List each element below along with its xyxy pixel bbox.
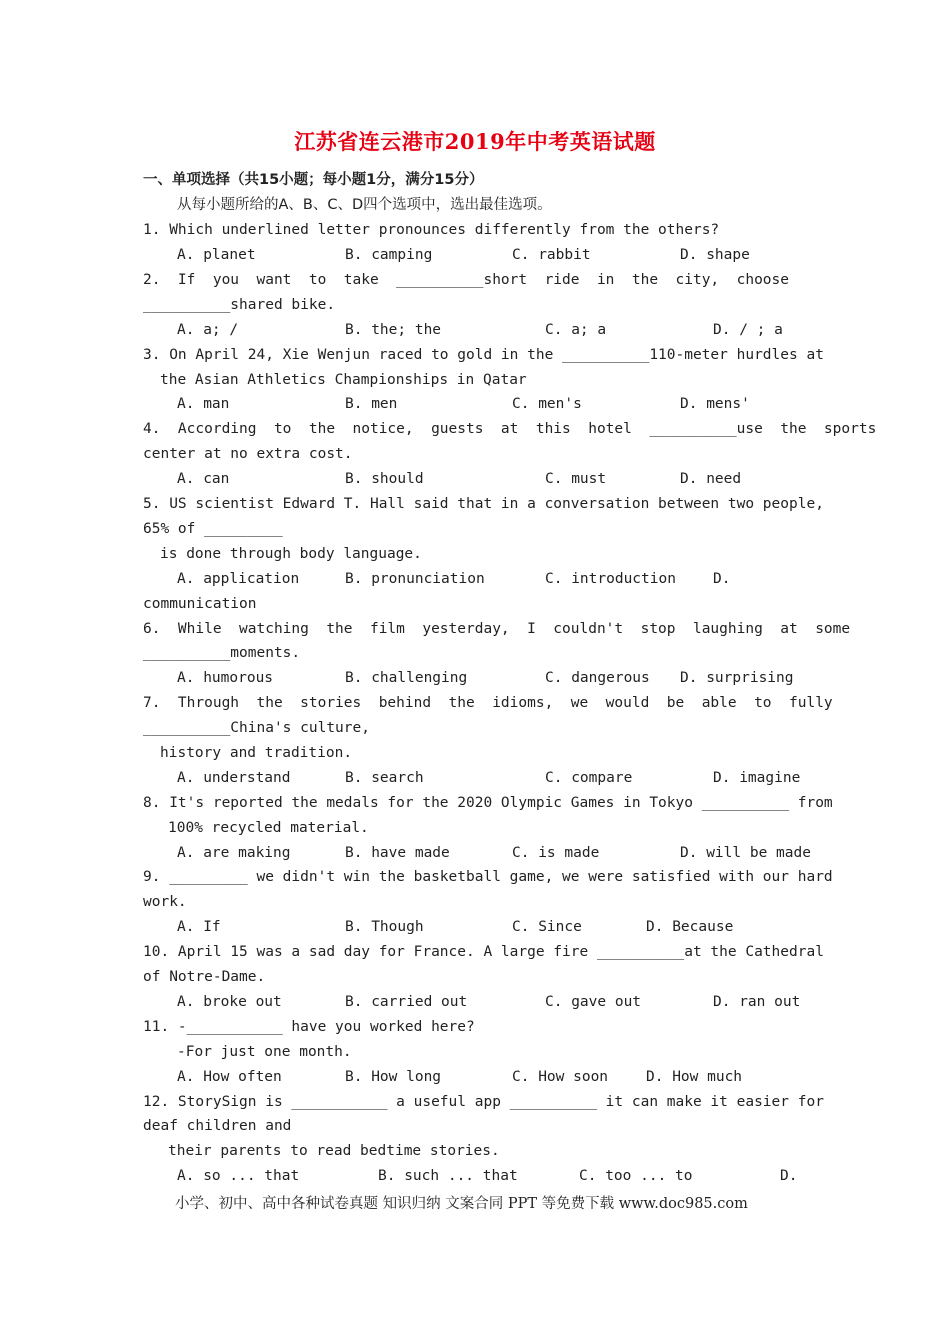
- q8-option-a: A. are making: [177, 845, 291, 861]
- q11-option-b: B. How long: [345, 1069, 442, 1085]
- question-5-cont-2: is done through body language.: [160, 546, 422, 562]
- q6-option-d: D. surprising: [680, 670, 794, 686]
- q4-option-b: B. should: [345, 471, 424, 487]
- section-heading: 一、单项选择（共15小题；每小题1分，满分15分）: [143, 172, 484, 188]
- q3-option-b: B. men: [345, 396, 398, 412]
- question-1: 1. Which underlined letter pronounces differently from the others?: [143, 222, 720, 238]
- q7-option-d: D. imagine: [713, 770, 801, 786]
- q10-option-b: B. carried out: [345, 994, 468, 1010]
- page-title: 江苏省连云港市2019年中考英语试题: [294, 129, 656, 154]
- q9-option-c: C. Since: [512, 919, 582, 935]
- q7-option-a: A. understand: [177, 770, 291, 786]
- q1-option-b: B. camping: [345, 247, 433, 263]
- q5-option-d: D.: [713, 571, 731, 587]
- question-6: 6. While watching the film yesterday, I couldn't stop laughing at some: [143, 621, 851, 637]
- question-9: 9. _________ we didn't win the basketball game, we were satisfied with our hard: [143, 869, 833, 885]
- q9-option-d: D. Because: [646, 919, 734, 935]
- question-3-cont: the Asian Athletics Championships in Qatar: [160, 372, 527, 388]
- question-7-cont-2: history and tradition.: [160, 745, 353, 761]
- q5-option-b: B. pronunciation: [345, 571, 485, 587]
- q8-option-b: B. have made: [345, 845, 450, 861]
- q4-option-c: C. must: [545, 471, 607, 487]
- q1-option-d: D. shape: [680, 247, 750, 263]
- q8-option-c: C. is made: [512, 845, 600, 861]
- question-9-cont: work.: [143, 894, 187, 910]
- q2-option-b: B. the; the: [345, 322, 442, 338]
- q9-option-b: B. Though: [345, 919, 424, 935]
- q7-option-c: C. compare: [545, 770, 633, 786]
- question-6-cont: __________moments.: [143, 645, 301, 661]
- q2-option-d: D. / ; a: [713, 322, 783, 338]
- question-2: 2. If you want to take __________short ride in the city, choose: [143, 272, 790, 288]
- question-4: 4. According to the notice, guests at this hotel __________use the sports: [143, 421, 877, 437]
- q6-option-b: B. challenging: [345, 670, 468, 686]
- question-7: 7. Through the stories behind the idioms, we would be able to fully: [143, 695, 833, 711]
- question-11: 11. -___________ have you worked here?: [143, 1019, 475, 1035]
- q1-option-a: A. planet: [177, 247, 256, 263]
- section-instruction: 从每小题所给的A、B、C、D四个选项中，选出最佳选项。: [177, 197, 552, 213]
- q4-option-a: A. can: [177, 471, 230, 487]
- q12-option-d: D.: [780, 1168, 798, 1184]
- q6-option-a: A. humorous: [177, 670, 274, 686]
- q2-option-c: C. a; a: [545, 322, 607, 338]
- q12-option-b: B. such ... that: [378, 1168, 518, 1184]
- q12-option-a: A. so ... that: [177, 1168, 300, 1184]
- q11-option-c: C. How soon: [512, 1069, 609, 1085]
- q10-option-a: A. broke out: [177, 994, 282, 1010]
- q2-option-a: A. a; /: [177, 322, 239, 338]
- question-10-cont: of Notre-Dame.: [143, 969, 266, 985]
- question-12-cont: deaf children and: [143, 1118, 292, 1134]
- q11-option-d: D. How much: [646, 1069, 743, 1085]
- question-5-cont: 65% of _________: [143, 521, 283, 537]
- question-3: 3. On April 24, Xie Wenjun raced to gold in the __________110-meter hurdles at: [143, 347, 824, 363]
- q6-option-c: C. dangerous: [545, 670, 650, 686]
- q10-option-d: D. ran out: [713, 994, 801, 1010]
- q5-option-d-cont: communication: [143, 596, 257, 612]
- q3-option-c: C. men's: [512, 396, 582, 412]
- q9-option-a: A. If: [177, 919, 221, 935]
- question-12-cont-2: their parents to read bedtime stories.: [168, 1143, 500, 1159]
- question-2-cont: __________shared bike.: [143, 297, 336, 313]
- q5-option-a: A. application: [177, 571, 300, 587]
- question-7-cont: __________China's culture,: [143, 720, 370, 736]
- question-8: 8. It's reported the medals for the 2020 Olympic Games in Tokyo __________ from: [143, 795, 833, 811]
- q5-option-c: C. introduction: [545, 571, 676, 587]
- q4-option-d: D. need: [680, 471, 742, 487]
- q7-option-b: B. search: [345, 770, 424, 786]
- q1-option-c: C. rabbit: [512, 247, 591, 263]
- q11-option-a: A. How often: [177, 1069, 282, 1085]
- question-8-cont: 100% recycled material.: [168, 820, 369, 836]
- q3-option-d: D. mens': [680, 396, 750, 412]
- q8-option-d: D. will be made: [680, 845, 811, 861]
- question-10: 10. April 15 was a sad day for France. A large fire __________at the Cathedral: [143, 944, 824, 960]
- page-footer: 小学、初中、高中各种试卷真题 知识归纳 文案合同 PPT 等免费下载 www.doc985.com: [175, 1196, 748, 1212]
- q3-option-a: A. man: [177, 396, 230, 412]
- question-12: 12. StorySign is ___________ a useful app __________ it can make it easier for: [143, 1094, 824, 1110]
- q10-option-c: C. gave out: [545, 994, 642, 1010]
- question-5: 5. US scientist Edward T. Hall said that in a conversation between two people,: [143, 496, 824, 512]
- q12-option-c: C. too ... to: [579, 1168, 693, 1184]
- question-11-reply: -For just one month.: [177, 1044, 352, 1060]
- question-4-cont: center at no extra cost.: [143, 446, 353, 462]
